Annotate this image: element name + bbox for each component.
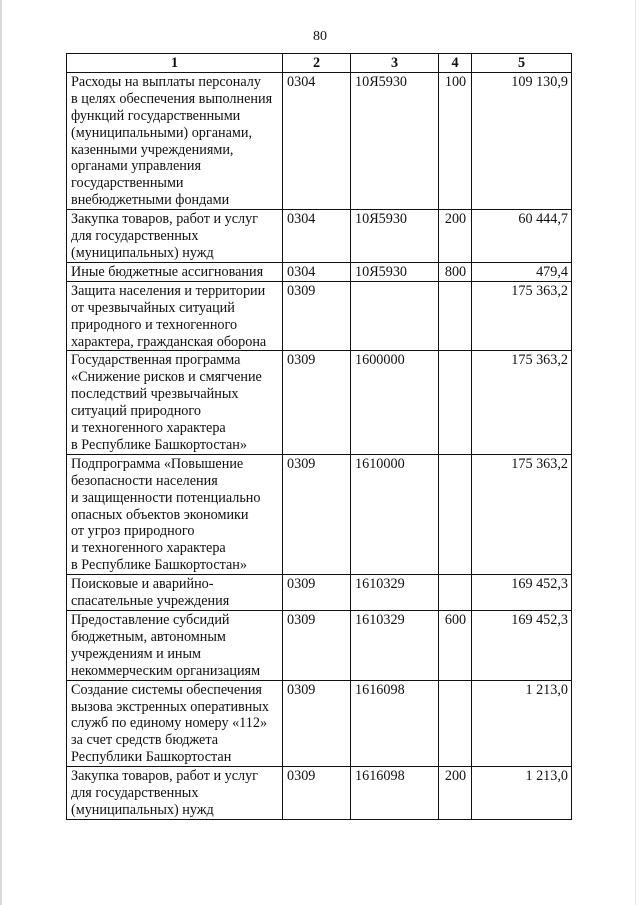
row-sum-cell: 169 452,3	[472, 611, 572, 681]
row-article-cell: 1600000	[351, 351, 439, 454]
row-section-cell: 0304	[283, 262, 351, 281]
row-type-cell: 200	[439, 210, 472, 263]
row-name-line: Государственная программа	[71, 352, 241, 369]
row-name-cell	[67, 72, 283, 209]
row-name-line: некоммерческим организациям	[71, 662, 261, 679]
row-name-cell	[67, 575, 283, 611]
row-name-line: государственными	[71, 175, 184, 192]
header-row	[67, 54, 572, 73]
row-name-cell	[67, 281, 283, 351]
row-name-cell	[67, 351, 283, 454]
row-section-cell: 0309	[283, 351, 351, 454]
row-section-cell: 0309	[283, 680, 351, 767]
row-name-cell	[67, 611, 283, 681]
row-section-cell: 0309	[283, 767, 351, 820]
page-number: 80	[313, 29, 327, 44]
row-name-line: Иные бюджетные ассигнования	[71, 263, 264, 280]
row-name-line: (муниципальными) органами,	[71, 124, 253, 141]
row-article-cell	[351, 281, 439, 351]
row-name-line: спасательные учреждения	[71, 593, 230, 610]
row-name-cell	[67, 210, 283, 263]
row-section-cell: 0309	[283, 575, 351, 611]
row-name-line: в Республике Башкортостан»	[71, 557, 247, 574]
header-col-3: 3	[351, 54, 439, 73]
table-row	[67, 262, 572, 281]
header-col-1: 1	[67, 54, 283, 73]
row-name-line: характера, гражданская оборона	[71, 333, 267, 350]
row-type-cell	[439, 575, 472, 611]
row-type-cell: 800	[439, 262, 472, 281]
row-name-cell	[67, 454, 283, 574]
row-name-line: внебюджетными фондами	[71, 192, 230, 209]
row-article-cell: 1610329	[351, 611, 439, 681]
row-section-cell: 0304	[283, 210, 351, 263]
row-name-line: от чрезвычайных ситуаций	[71, 299, 235, 316]
row-name-line: (муниципальных) нужд	[71, 244, 214, 261]
row-name-line: в Республике Башкортостан»	[71, 436, 247, 453]
row-article-cell: 10Я5930	[351, 262, 439, 281]
header-col-5: 5	[472, 54, 572, 73]
table-body	[67, 72, 572, 819]
row-name-line: Защита населения и территории	[71, 282, 266, 299]
row-name-line: учреждениям и иным	[71, 645, 202, 662]
row-name-line: безопасности населения	[71, 472, 218, 489]
row-name-cell	[67, 680, 283, 767]
row-type-cell	[439, 351, 472, 454]
row-article-cell: 10Я5930	[351, 72, 439, 209]
row-type-cell: 100	[439, 72, 472, 209]
row-name-line: «Снижение рисков и смягчение	[71, 369, 262, 386]
row-name-line: и защищенности потенциально	[71, 489, 261, 506]
row-article-cell: 1616098	[351, 680, 439, 767]
table-row	[67, 454, 572, 574]
row-name-line: Предоставление субсидий	[71, 612, 230, 628]
row-name-line: от угроз природного	[71, 523, 195, 540]
row-type-cell	[439, 454, 472, 574]
row-type-cell: 200	[439, 767, 472, 820]
row-name-line: Закупка товаров, работ и услуг	[71, 211, 258, 228]
table-row	[67, 575, 572, 611]
row-name-line: Подпрограмма «Повышение	[71, 455, 244, 472]
row-name-line: (муниципальных) нужд	[71, 801, 214, 818]
row-name-line: Поисковые и аварийно-	[71, 576, 214, 593]
row-sum-cell: 109 130,9	[472, 72, 572, 209]
row-sum-cell: 479,4	[472, 262, 572, 281]
header-col-2: 2	[283, 54, 351, 73]
row-name-line: бюджетным, автономным	[71, 628, 226, 645]
row-name-line: и техногенного характера	[71, 420, 226, 437]
row-article-cell: 1610329	[351, 575, 439, 611]
table-row	[67, 611, 572, 681]
row-name-line: в целях обеспечения выполнения	[71, 90, 273, 107]
row-section-cell: 0309	[283, 281, 351, 351]
row-name-line: природного и техногенного	[71, 316, 238, 333]
row-article-cell: 1610000	[351, 454, 439, 574]
row-name-line: для государственных	[71, 228, 199, 245]
scan-edge-left	[0, 0, 2, 905]
row-type-cell	[439, 680, 472, 767]
row-name-line: опасных объектов экономики	[71, 506, 249, 523]
row-sum-cell: 1 213,0	[472, 680, 572, 767]
table-row	[67, 767, 572, 820]
row-section-cell: 0309	[283, 454, 351, 574]
row-name-line: и техногенного характера	[71, 540, 226, 557]
row-type-cell: 600	[439, 611, 472, 681]
table-row	[67, 281, 572, 351]
row-name-line: для государственных	[71, 785, 199, 802]
row-name-line: вызова экстренных оперативных	[71, 698, 269, 715]
row-sum-cell: 169 452,3	[472, 575, 572, 611]
row-name-line: функций государственными	[71, 107, 241, 124]
row-name-line: органами управления	[71, 158, 201, 175]
table-row	[67, 72, 572, 209]
row-name-line: служб по единому номеру «112»	[71, 715, 268, 732]
row-name-line: последствий чрезвычайных	[71, 386, 239, 403]
row-name-line: Расходы на выплаты персоналу	[71, 73, 261, 90]
row-name-line: Республики Башкортостан	[71, 749, 232, 766]
row-name-line: Закупка товаров, работ и услуг	[71, 768, 258, 785]
table-row	[67, 351, 572, 454]
row-name-line: ситуаций природного	[71, 403, 201, 420]
row-name-line: за счет средств бюджета	[71, 732, 219, 749]
row-section-cell: 0309	[283, 611, 351, 681]
header-col-4: 4	[439, 54, 472, 73]
row-sum-cell: 1 213,0	[472, 767, 572, 820]
table-row	[67, 680, 572, 767]
row-sum-cell: 175 363,2	[472, 281, 572, 351]
row-article-cell: 10Я5930	[351, 210, 439, 263]
row-name-cell	[67, 767, 283, 820]
row-section-cell: 0304	[283, 72, 351, 209]
table-header	[67, 54, 572, 73]
row-article-cell: 1616098	[351, 767, 439, 820]
table-row	[67, 210, 572, 263]
row-name-line: казенными учреждениями,	[71, 141, 234, 158]
row-sum-cell: 175 363,2	[472, 351, 572, 454]
row-name-cell	[67, 262, 283, 281]
row-type-cell	[439, 281, 472, 351]
row-sum-cell: 175 363,2	[472, 454, 572, 574]
row-sum-cell: 60 444,7	[472, 210, 572, 263]
row-name-line: Создание системы обеспечения	[71, 681, 262, 698]
scan-edge-right	[635, 0, 636, 905]
budget-table	[66, 53, 572, 820]
